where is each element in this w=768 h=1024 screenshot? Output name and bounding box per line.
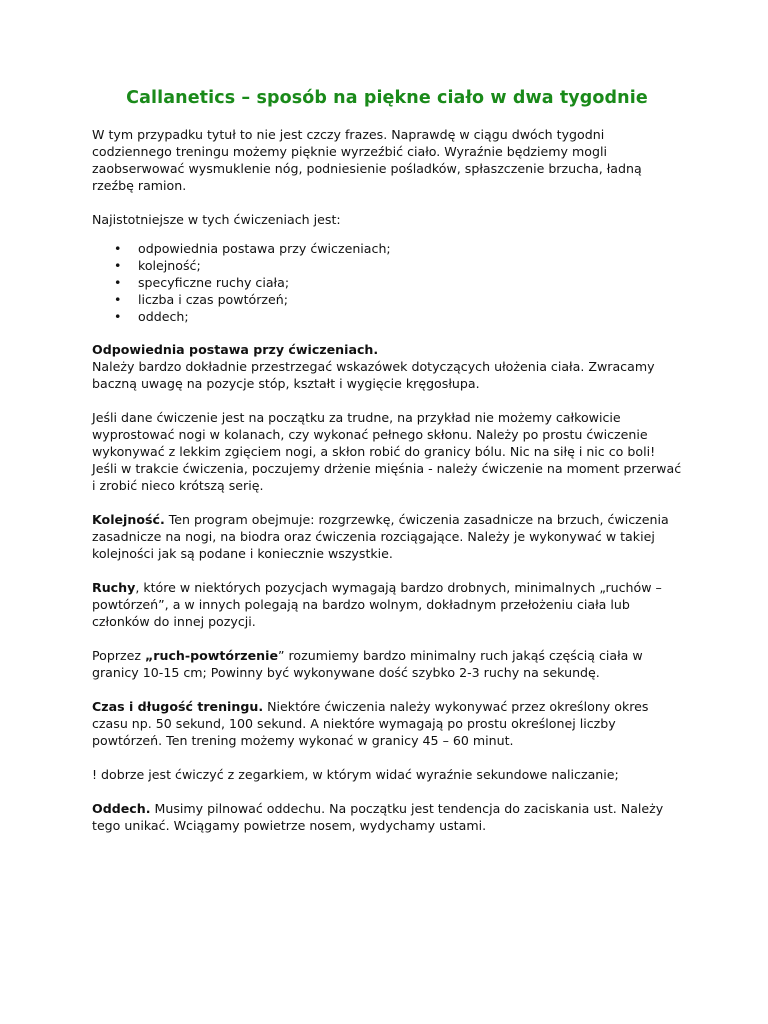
rep-suffix: ” rozumiemy bardzo minimalny ruch jakąś częścią ciała w granicy 10-15 cm; Powinny być wykonywane dość szybko 2-3 ruchy na sekundę. (92, 648, 643, 680)
posture-heading: Odpowiednia postawa przy ćwiczeniach. (92, 342, 379, 357)
breath-heading: Oddech. (92, 801, 151, 816)
list-item (92, 291, 682, 308)
list-item (92, 308, 682, 325)
bullet-icon: • (114, 309, 122, 324)
time-text: Niektóre ćwiczenia należy wykonywać przez określony okres czasu np. 50 sekund, 100 sekund. A niektóre wymagają po prostu określonej liczby powtórzeń. Ten trening możemy wykonać w granicy 45 – 60 minut. (92, 699, 649, 748)
moves-text: , które w niektórych pozycjach wymagają bardzo drobnych, minimalnych „ruchów – powtórzeń”, a w innych polegają na bardzo wolnym, dokładnym przełożeniu ciała lub członków do innej pozycji. (92, 580, 662, 629)
time-section (92, 698, 682, 749)
list-item-text: odpowiednia postawa przy ćwiczeniach; (138, 241, 391, 256)
order-section (92, 511, 682, 562)
document-title: Callanetics – sposób na piękne ciało w dwa tygodnie (126, 88, 648, 108)
bullet-icon: • (114, 241, 122, 256)
list-item (92, 274, 682, 291)
list-item (92, 240, 682, 257)
intro-paragraph: W tym przypadku tytuł to nie jest czczy frazes. Naprawdę w ciągu dwóch tygodni codziennego treningu możemy pięknie wyrzeźbić ciało. Wyraźnie będziemy mogli zaobserwować wysmuklenie nóg, podniesienie pośladków, spłaszczenie brzucha, ładną rzeźbę ramion. (92, 127, 642, 193)
rep-prefix: Poprzez (92, 648, 145, 663)
bullet-icon: • (114, 292, 122, 307)
rep-term: „ruch-powtórzenie (145, 648, 278, 663)
breath-text: Musimy pilnować oddechu. Na początku jest tendencja do zaciskania ust. Należy tego unikać. Wciągamy powietrze nosem, wydychamy ustami. (92, 801, 664, 833)
rep-section (92, 647, 682, 681)
bullet-icon: • (114, 258, 122, 273)
list-item-text: kolejność; (138, 258, 201, 273)
order-text: Ten program obejmuje: rozgrzewkę, ćwiczenia zasadnicze na brzuch, ćwiczenia zasadnicze na nogi, na biodra oraz ćwiczenia rozciągające. Należy je wykonywać w takiej kolejności jak są podane i koniecznie wszystkie. (92, 512, 669, 561)
order-heading: Kolejność. (92, 512, 165, 527)
bullet-icon: • (114, 275, 122, 290)
posture-section (92, 341, 682, 392)
moves-heading: Ruchy (92, 580, 136, 595)
time-heading: Czas i długość treningu. (92, 699, 264, 714)
list-item (92, 257, 682, 274)
breath-section (92, 800, 682, 834)
moves-section (92, 579, 682, 630)
watch-note: ! dobrze jest ćwiczyć z zegarkiem, w którym widać wyraźnie sekundowe naliczanie; (92, 767, 619, 782)
list-intro: Najistotniejsze w tych ćwiczeniach jest: (92, 212, 341, 227)
list-item-text: liczba i czas powtórzeń; (138, 292, 288, 307)
list-item-text: oddech; (138, 309, 189, 324)
list-item-text: specyficzne ruchy ciała; (138, 275, 290, 290)
document-page (92, 88, 682, 851)
difficulty-paragraph: Jeśli dane ćwiczenie jest na początku za trudne, na przykład nie możemy całkowicie wyprostować nogi w kolanach, czy wykonać pełnego skłonu. Należy po prostu ćwiczenie wykonywać z lekkim zgięciem nogi, a skłon robić do granicy bólu. Nic na siłę i nic co boli! Jeśli w trakcie ćwiczenia, poczujemy drżenie mięśnia - należy ćwiczenie na moment przerwać i zrobić nieco krótszą serię. (92, 410, 682, 493)
posture-text: Należy bardzo dokładnie przestrzegać wskazówek dotyczących ułożenia ciała. Zwracamy baczną uwagę na pozycje stóp, kształt i wygięcie kręgosłupa. (92, 359, 655, 391)
key-points-list (92, 240, 682, 325)
